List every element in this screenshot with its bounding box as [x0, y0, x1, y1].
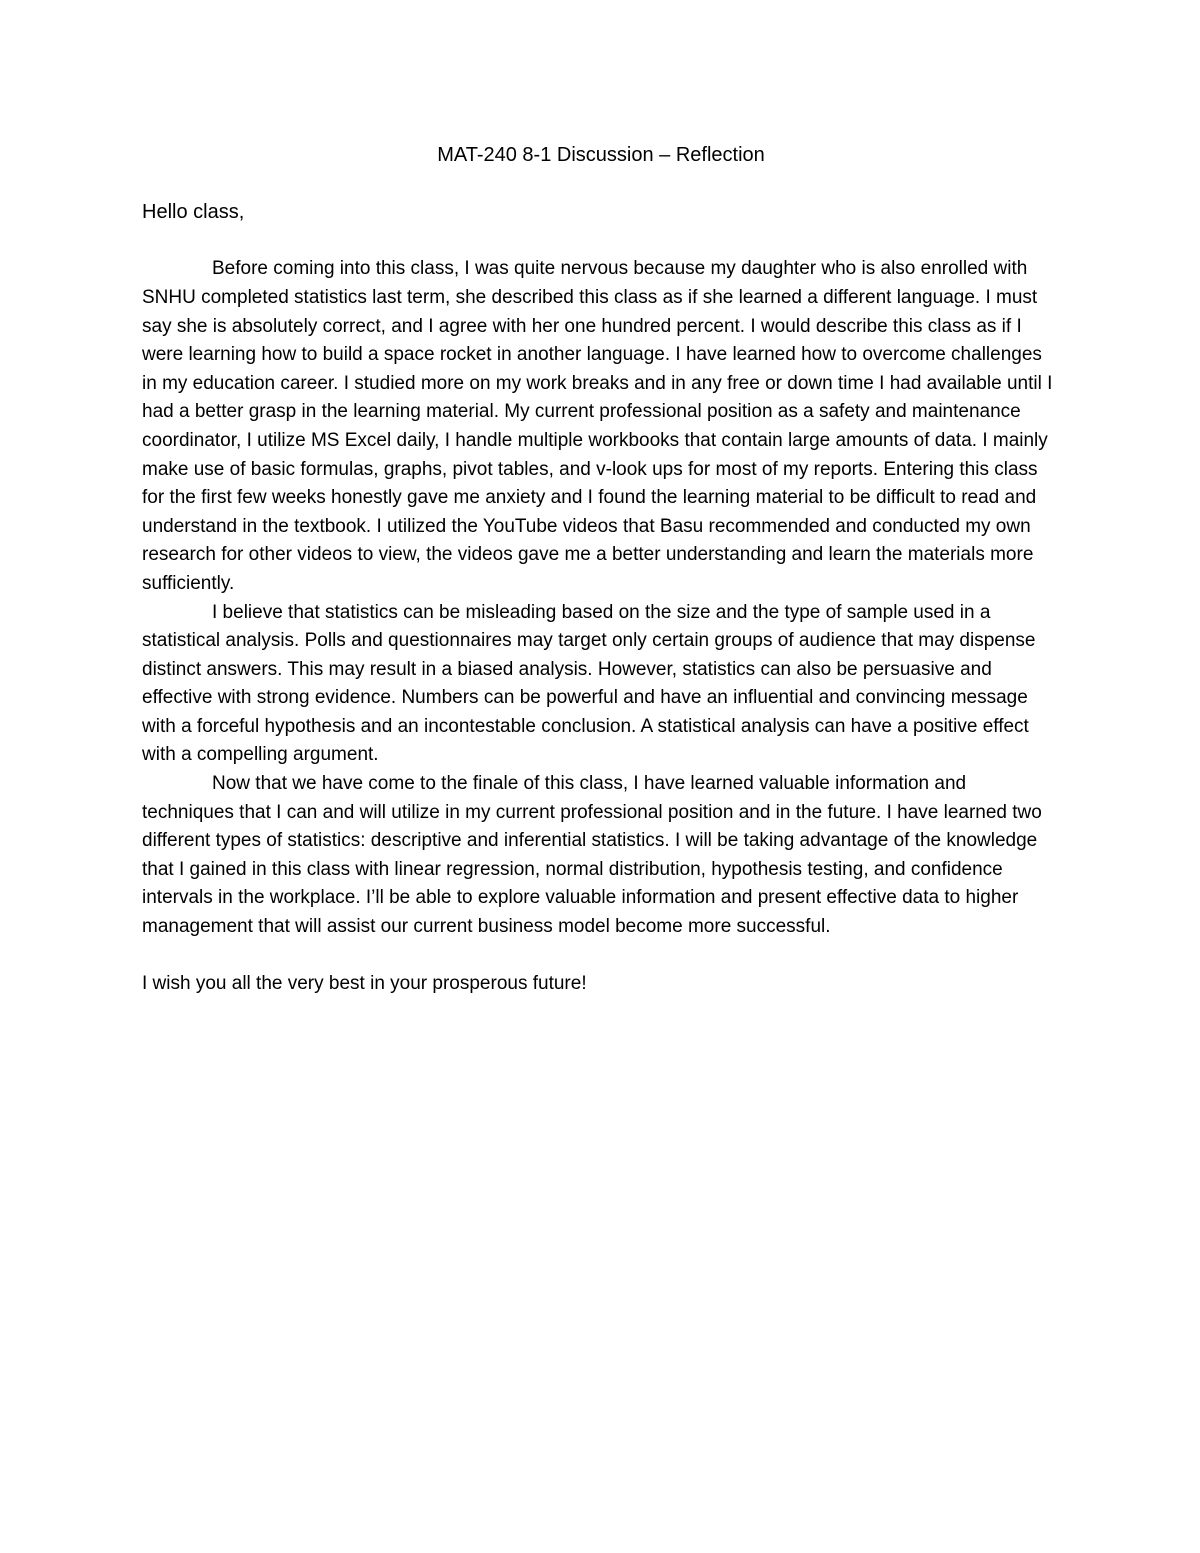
paragraph-2: I believe that statistics can be misleading based on the size and the type of sample used in a statistical analysis. Polls and questionnaires may target only certain groups of audience that may dispense distinct answers. This may result in a biased analysis. However, statistics can also be persuasive and effective with strong evidence. Numbers can be powerful and have an influential and convincing message with a forceful hypothesis and an incontestable conclusion. A statistical analysis can have a positive effect with a compelling argument. — [142, 601, 1036, 766]
document-content — [142, 141, 1060, 999]
document-title: MAT-240 8-1 Discussion – Reflection — [437, 144, 765, 166]
greeting: Hello class, — [142, 201, 245, 224]
paragraph-1: Before coming into this class, I was quite nervous because my daughter who is also enrolled with SNHU completed statistics last term, she described this class as if she learned a different language. I must say she is absolutely correct, and I agree with her one hundred percent. I would describe this class as if I were learning how to build a space rocket in another language. I have learned how to overcome challenges in my education career. I studied more on my work breaks and in any free or down time I had available until I had a better grasp in the learning material. My current professional position as a safety and maintenance coordinator, I utilize MS Excel daily, I handle multiple workbooks that contain large amounts of data. I mainly make use of basic formulas, graphs, pivot tables, and v-look ups for most of my reports. Entering this class for the first few weeks honestly gave me anxiety and I found the learning material to be difficult to read and understand in the textbook. I utilized the YouTube videos that Basu recommended and conducted my own research for other videos to view, the videos gave me a better understanding and learn the materials more sufficiently. — [142, 258, 1053, 594]
paragraph-3: Now that we have come to the finale of this class, I have learned valuable information and techniques that I can and will utilize in my current professional position and in the future. I have learned two different types of statistics: descriptive and inferential statistics. I will be taking advantage of the knowledge that I gained in this class with linear regression, normal distribution, hypothesis testing, and confidence intervals in the workplace. I’ll be able to explore valuable information and present effective data to higher management that will assist our current business model become more successful. — [142, 773, 1042, 938]
closing-line: I wish you all the very best in your prosperous future! — [142, 973, 587, 995]
body-text — [142, 255, 1060, 941]
